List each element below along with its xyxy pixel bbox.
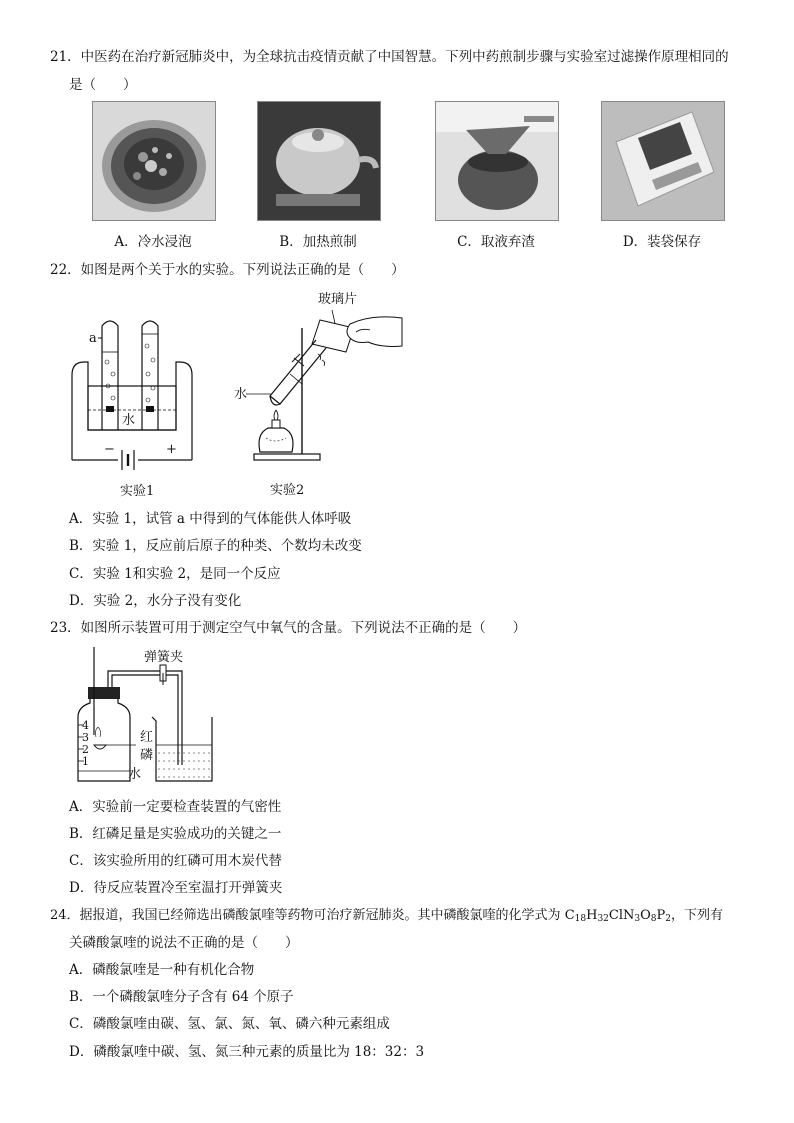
q24-option-d: D．磷酸氯喹中碳、氢、氮三种元素的质量比为 18：32：3 <box>69 1044 425 1060</box>
mark-4: 4 <box>82 719 89 732</box>
label-water-3: 水 <box>128 767 142 782</box>
chemical-formula: $C_{18}H_{32}ClN_3O_8P_2$ <box>564 908 671 924</box>
mark-2: 2 <box>82 743 89 756</box>
caption-a: A．冷水浸泡 <box>114 234 192 250</box>
caption-exp1: 实验1 <box>120 484 155 499</box>
label-a: a <box>89 331 97 346</box>
photo-soaking <box>92 101 216 221</box>
q23-option-d: D．待反应装置冷至室温打开弹簧夹 <box>69 880 283 896</box>
water-heating-diagram <box>232 288 410 502</box>
caption-exp2: 实验2 <box>270 483 305 498</box>
caption-b: B．加热煎制 <box>279 234 357 250</box>
mark-3: 3 <box>82 731 89 744</box>
q23-option-c: C．该实验所用的红磷可用木炭代替 <box>69 853 282 869</box>
electrolysis-diagram <box>62 290 202 502</box>
q24-stem-line2: 关磷酸氯喹的说法不正确的是（ ） <box>69 935 299 951</box>
q23-stem: 23．如图所示装置可用于测定空气中氧气的含量。下列说法不正确的是（ ） <box>50 620 527 636</box>
q22-option-b: B．实验 1，反应前后原子的种类、个数均未改变 <box>69 538 362 554</box>
q23-option-b: B．红磷足量是实验成功的关键之一 <box>69 826 282 842</box>
q24-option-c: C．磷酸氯喹由碳、氢、氯、氮、氧、磷六种元素组成 <box>69 1016 390 1032</box>
q21-stem-line2: 是（ ） <box>69 77 137 93</box>
caption-d: D．装袋保存 <box>622 234 702 250</box>
q22-stem: 22．如图是两个关于水的实验。下列说法正确的是（ ） <box>50 262 405 278</box>
oxygen-measure-diagram <box>66 645 236 785</box>
label-water-2: 水 <box>234 387 248 402</box>
q24-option-b: B．一个磷酸氯喹分子含有 64 个原子 <box>69 989 294 1005</box>
q21-stem-line1: 21．中医药在治疗新冠肺炎中，为全球抗击疫情贡献了中国智慧。下列中药煎制步骤与实验室过滤操作原理相同的 <box>50 49 729 65</box>
photo-pouring <box>435 101 559 221</box>
q22-option-c: C．实验 1和实验 2，是同一个反应 <box>69 566 281 582</box>
q24-option-a: A．磷酸氯喹是一种有机化合物 <box>69 962 255 978</box>
photo-heating <box>257 101 381 221</box>
q24-stem-b: ，下列有 <box>671 908 724 923</box>
caption-c: C．取液弃渣 <box>457 234 535 250</box>
q23-option-a: A．实验前一定要检查装置的气密性 <box>69 799 282 815</box>
q24-stem-a: 24．据报道，我国已经筛选出磷酸氯喹等药物可治疗新冠肺炎。其中磷酸氯喹的化学式为 <box>50 908 565 923</box>
q22-option-a: A．实验 1，试管 a 中得到的气体能供人体呼吸 <box>69 511 352 527</box>
label-plus: + <box>166 442 177 457</box>
photo-bagging <box>601 101 725 221</box>
mark-1: 1 <box>82 755 89 768</box>
label-water-1: 水 <box>122 413 136 428</box>
label-minus: − <box>104 442 115 457</box>
label-glass-plate: 玻璃片 <box>318 292 358 307</box>
q24-stem-line1 <box>50 906 723 926</box>
label-phosphorus: 磷 <box>140 748 154 763</box>
label-red: 红 <box>140 730 154 745</box>
label-spring-clip: 弹簧夹 <box>144 650 184 665</box>
q22-option-d: D．实验 2，水分子没有变化 <box>69 593 242 609</box>
